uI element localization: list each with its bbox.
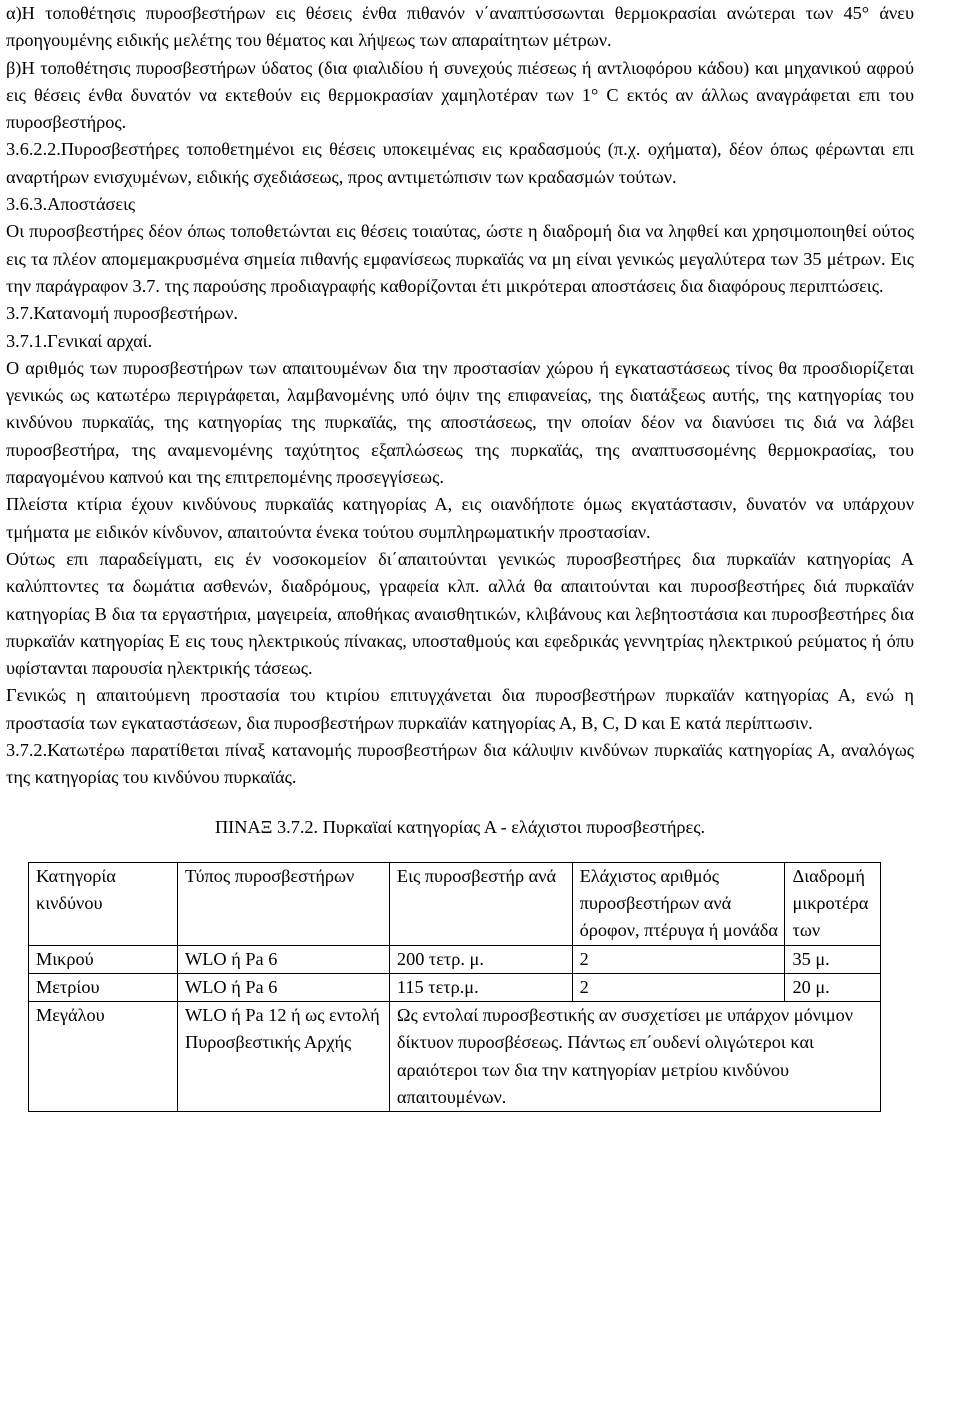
table-row [29,1002,881,1112]
header-category: Κατηγορία κινδύνου [29,862,178,945]
heading-3-6-3: 3.6.3.Αποστάσεις [6,194,136,215]
header-distance: Διαδρομή μικροτέρα των [785,862,881,945]
paragraph-alpha: α)Η τοποθέτησις πυροσβεστήρων εις θέσεις ένθα πιθανόν ν΄αναπτύσσωνται θερμοκρασίαι ανώτεραι των 45° άνευ προηγουμένης ειδικής μελέτης του θέματος και λήψεως των απαραίτητων μέτρων. [6,3,914,51]
table-caption: ΠΙΝΑΞ 3.7.2. Πυρκαϊαί κατηγορίας Α - ελάχιστοι πυροσβεστήρες. [214,816,706,837]
table-cell: WLO ή Pa 6 [178,973,390,1001]
paragraph-3-7-2: 3.7.2.Κατωτέρω παρατίθεται πίναξ κατανομής πυροσβεστήρων δια κάλυψιν κινδύνων πυρκαϊάς κατηγορίας Α, αναλόγως της κατηγορίας του κινδύνου πυρκαϊάς. [6,740,914,788]
table-cell: 20 μ. [785,973,881,1001]
table-row [29,945,881,973]
table-header-row [29,862,881,945]
table-cell: WLO ή Pa 12 ή ως εντολή Πυροσβεστικής Αρχής [178,1002,390,1112]
paragraph-distances: Οι πυροσβεστήρες δέον όπως τοποθετώνται εις θέσεις τοιαύτας, ώστε η διαδρομή δια να ληφθεί και χρησιμοποιηθεί ούτος εις τα πλέον απομεμακρυσμένα σημεία πιθανής εμφανίσεως πυρκαϊάς να μη είναι γενικώς μεγαλύτερα των 35 μέτρων. Εις την παράγραφον 3.7. της παρούσης προδιαγραφής καθορίζονται έτι μικρότεραι αποστάσεις δια διαφόρους περιπτώσεις. [6,221,914,296]
heading-3-7-1: 3.7.1.Γενικαί αρχαί. [6,330,153,351]
table-cell: 2 [572,945,785,973]
table-cell-note: Ως εντολαί πυροσβεστικής αν συσχετίσει με υπάρχον μόνιμον δίκτυον πυροσβέσεως. Πάντως επ΄ουδενί ολιγώτεροι και αραιότεροι των δια την κατηγορίαν μετρίου κινδύνου απαιτουμένων. [389,1002,880,1112]
header-type: Τύπος πυροσβεστήρων [178,862,390,945]
paragraph-buildings: Πλείστα κτίρια έχουν κινδύνους πυρκαϊάς κατηγορίας Α, εις οιανδήποτε όμως εκγατάστασιν, δυνατόν να υπάρχουν τμήματα με ειδικόν κίνδυνον, απαιτούντα ένεκα τούτου συμπληρωματικήν προστασίαν. [6,494,914,542]
header-min-number: Ελάχιστος αριθμός πυροσβεστήρων ανά όροφον, πτέρυγα ή μονάδα [572,862,785,945]
table-cell: Μικρού [29,945,178,973]
distribution-table [28,862,881,1113]
table-cell: 2 [572,973,785,1001]
table-cell: Μετρίου [29,973,178,1001]
paragraph-3-6-2-2: 3.6.2.2.Πυροσβεστήρες τοποθετημένοι εις θέσεις υποκειμένας εις κραδασμούς (π.χ. οχήματα), δέον όπως φέρωνται επι αναρτήρων ενισχυμένων, ειδικής σχεδιάσεως, προς αντιμετώπισιν των κραδασμών τούτων. [6,139,914,187]
heading-3-7: 3.7.Κατανομή πυροσβεστήρων. [6,303,238,324]
paragraph-hospital-example: Ούτως επι παραδείγματι, εις έν νοσοκομείον δι΄απαιτούνται γενικώς πυροσβεστήρες δια πυρκαϊάν κατηγορίας Α καλύπτοντες τα δωμάτια ασθενών, διαδρόμους, γραφεία κλπ. αλλά θα απαιτούνται και πυροσβεστήρες διά πυρκαϊάν κατηγορίας Β δια τα εργαστήρια, μαγειρεία, αποθήκας αναισθητικών, κλιβάνους και λεβητοστάσια και πυροσβεστήρες δια πυρκαϊάν κατηγορίας Ε εις τους ηλεκτρικούς πίνακας, υποσταθμούς και εφεδρικάς γεννητρίας ηλεκτρικού ρεύματος ή όπυ υφίστανται παρουσία ηλεκτρικής τάσεως. [6,548,914,679]
document-page [6,0,914,1112]
table-row [29,973,881,1001]
paragraph-general-protection: Γενικώς η απαιτούμενη προστασία του κτιρίου επιτυγχάνεται δια πυροσβεστήρων πυρκαϊάν κατηγορίας Α, ενώ η προστασία των εγκαταστάσεων, δια πυροσβεστήρων πυρκαϊάν κατηγορίας Α, Β, C, D και Ε κατά περίπτωσιν. [6,685,914,733]
table-cell: 200 τετρ. μ. [389,945,572,973]
header-per-area: Εις πυροσβεστήρ ανά [389,862,572,945]
table-cell: WLO ή Pa 6 [178,945,390,973]
table-cell: 115 τετρ.μ. [389,973,572,1001]
paragraph-number-of-extinguishers: Ο αριθμός των πυροσβεστήρων των απαιτουμένων δια την προστασίαν χώρου ή εγκαταστάσεως τίνος θα προσδιορίζεται γενικώς ως κατωτέρω περιγράφεται, λαμβανομένης υπό όψιν της επιφανείας, της διατάξεως αυτής, της κατηγορίας του κινδύνου πυρκαϊάς, της κατηγορίας της πυρκαϊάς, της αποστάσεως, την οποίαν δέον να διανύσει τις διά να λάβει πυροσβεστήρα, της αναμενομένης ταχύτητος εξαπλώσεως της πυρκαϊάς, της αναπτυσσομένης θερμοκρασίας, του παραγομένου καπνού και της επιτρεπομένης προσεγγίσεως. [6,357,914,488]
paragraph-beta: β)Η τοποθέτησις πυροσβεστήρων ύδατος (δια φιαλιδίου ή συνεχούς πιέσεως ή αντλιοφόρου κάδου) και μηχανικού αφρού εις θέσεις ένθα δυνατόν να εκτεθούν εις θερμοκρασίαν χαμηλοτέραν των 1° C εκτός αν άλλως αναγράφεται επι του πυροσβεστήρος. [6,57,914,133]
table-cell: Μεγάλου [29,1002,178,1112]
table-cell: 35 μ. [785,945,881,973]
